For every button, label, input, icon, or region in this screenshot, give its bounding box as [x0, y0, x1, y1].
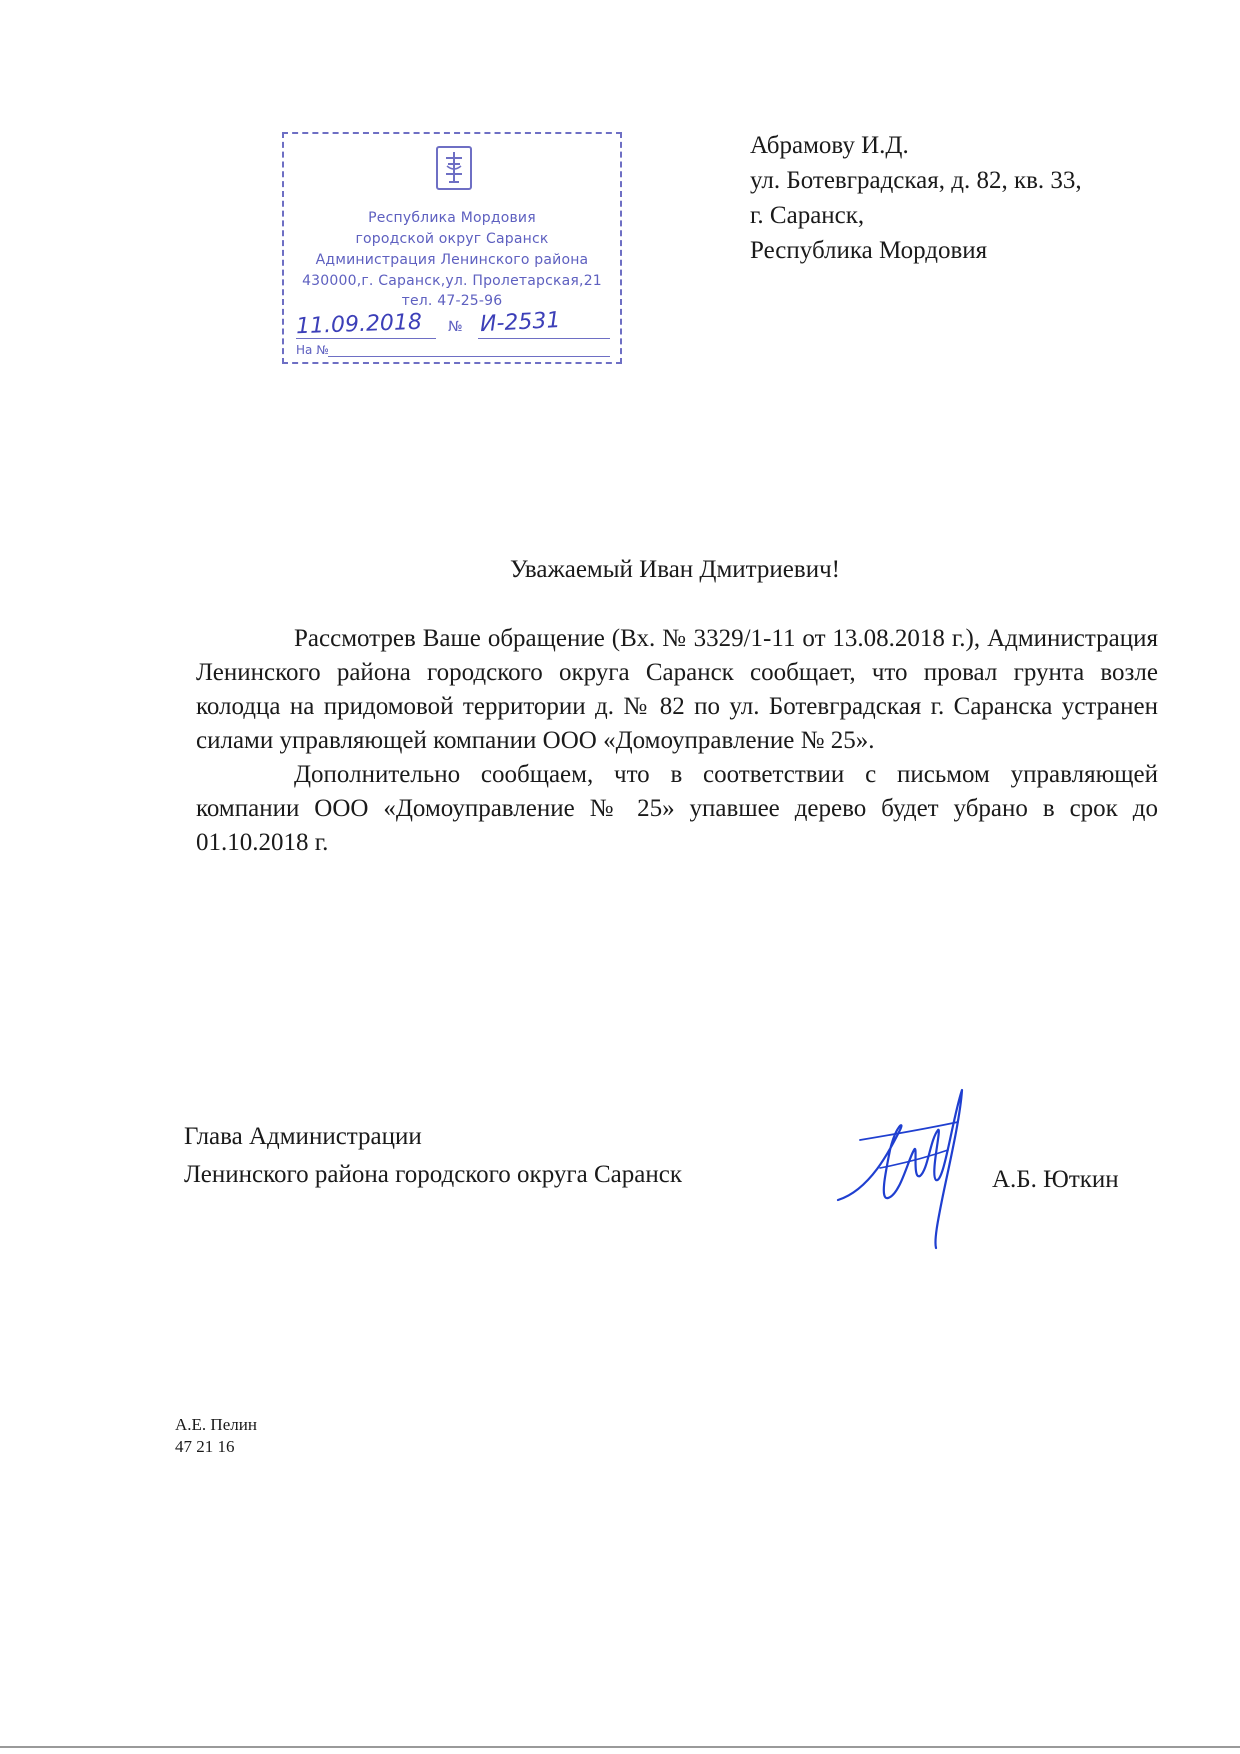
- addressee-city: г. Саранск,: [750, 202, 865, 229]
- signatory-name: А.Б. Юткин: [992, 1166, 1119, 1193]
- addressee-region: Республика Мордовия: [750, 237, 988, 264]
- stamp-reference-label: На №: [296, 343, 329, 357]
- stamp-date-line: [296, 338, 436, 339]
- stamp-address: 430000,г. Саранск,ул. Пролетарская,21: [302, 273, 602, 289]
- stamp-number: И-2531: [479, 307, 561, 338]
- stamp-organization: Администрация Ленинского района: [315, 252, 589, 268]
- addressee-block: [750, 128, 1082, 268]
- handwritten-signature: [830, 1080, 980, 1250]
- body-paragraph: Дополнительно сообщаем, что в соответствии с письмом управляющей компании ООО «Домоуправление № 25» упавшее дерево будет убрано в срок до 01.10.2018 г.: [196, 761, 1158, 856]
- scan-edge-divider: [0, 1746, 1240, 1748]
- registration-stamp: [282, 132, 622, 364]
- signatory-title-line: Глава Администрации: [184, 1123, 422, 1150]
- executor-block: [175, 1414, 257, 1458]
- stamp-number-line: [478, 338, 610, 339]
- addressee-name: Абрамову И.Д.: [750, 132, 909, 159]
- stamp-number-label: №: [448, 319, 463, 335]
- stamp-region: Республика Мордовия: [368, 210, 536, 226]
- stamp-phone: тел. 47-25-96: [401, 293, 503, 309]
- coat-of-arms-icon: [434, 144, 474, 192]
- executor-name: А.Е. Пелин: [175, 1415, 257, 1434]
- stamp-date: 11.09.2018: [295, 309, 423, 340]
- executor-phone: 47 21 16: [175, 1437, 235, 1456]
- stamp-district: городской округ Саранск: [355, 231, 549, 247]
- body-paragraph: Рассмотрев Ваше обращение (Вх. № 3329/1-11 от 13.08.2018 г.), Администрация Ленинского района городского округа Саранск сообщает, что провал грунта возле колодца на придомовой территории д. № 82 по ул. Ботевградская г. Саранска устранен силами управляющей компании ООО «Домоуправление № 25».: [196, 625, 1158, 754]
- stamp-reference-line: [328, 356, 610, 357]
- addressee-street: ул. Ботевградская, д. 82, кв. 33,: [750, 167, 1082, 194]
- letter-body: [196, 622, 1158, 860]
- signatory-title-line: Ленинского района городского округа Саранск: [184, 1161, 682, 1188]
- salutation: Уважаемый Иван Дмитриевич!: [510, 556, 840, 583]
- signatory-title: [184, 1118, 682, 1194]
